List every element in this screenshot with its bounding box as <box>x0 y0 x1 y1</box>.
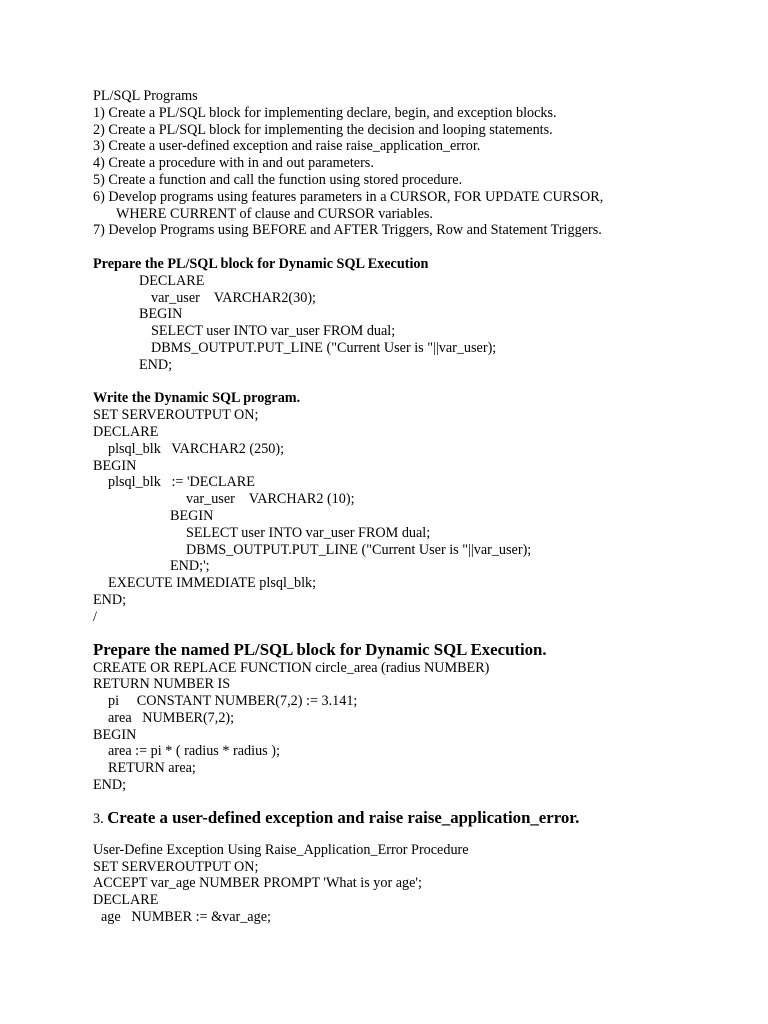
code-line: END; <box>93 777 127 794</box>
code-line: CREATE OR REPLACE FUNCTION circle_area (radius NUMBER) <box>93 659 490 676</box>
section2-heading: Write the Dynamic SQL program. <box>93 390 301 407</box>
code-line: SELECT user INTO var_user FROM dual; <box>186 524 431 541</box>
section4-heading-text: Create a user-defined exception and raise raise_application_error. <box>107 807 580 827</box>
code-line: BEGIN <box>139 306 183 323</box>
intro-item: 7) Develop Programs using BEFORE and AFTER Triggers, Row and Statement Triggers. <box>93 222 602 239</box>
code-line: END;'; <box>170 558 210 575</box>
code-line: BEGIN <box>170 507 214 524</box>
code-line: age NUMBER := &var_age; <box>101 909 271 926</box>
code-line: DBMS_OUTPUT.PUT_LINE ("Current User is "||var_user); <box>151 339 497 356</box>
code-line: BEGIN <box>93 457 137 474</box>
code-line: BEGIN <box>93 726 137 743</box>
code-line: / <box>93 608 97 625</box>
section4-subtitle: User-Define Exception Using Raise_Application_Error Procedure <box>93 841 469 858</box>
code-line: area NUMBER(7,2); <box>108 709 235 726</box>
section4-heading <box>93 808 733 828</box>
document-page <box>93 88 733 926</box>
code-line: DECLARE <box>93 423 159 440</box>
code-line: var_user VARCHAR2(30); <box>151 289 316 306</box>
section1-heading: Prepare the PL/SQL block for Dynamic SQL Execution <box>93 255 429 272</box>
code-line: area := pi * ( radius * radius ); <box>108 743 280 760</box>
code-line: SET SERVEROUTPUT ON; <box>93 858 259 875</box>
intro-item: 5) Create a function and call the function using stored procedure. <box>93 171 463 188</box>
code-line: plsql_blk := 'DECLARE <box>108 474 255 491</box>
intro-title: PL/SQL Programs <box>93 88 198 104</box>
section4-number: 3. <box>93 810 108 827</box>
code-line: END; <box>93 591 127 608</box>
intro-item: 6) Develop programs using features parameters in a CURSOR, FOR UPDATE CURSOR, <box>93 188 604 205</box>
code-line: DECLARE <box>93 892 159 909</box>
code-line: ACCEPT var_age NUMBER PROMPT 'What is yor age'; <box>93 875 422 892</box>
intro-item: 3) Create a user-defined exception and raise raise_application_error. <box>93 138 481 155</box>
code-line: END; <box>139 356 173 373</box>
code-line: SET SERVEROUTPUT ON; <box>93 407 259 424</box>
code-line: var_user VARCHAR2 (10); <box>186 491 355 508</box>
code-line: EXECUTE IMMEDIATE plsql_blk; <box>108 575 317 592</box>
intro-item-continued: WHERE CURRENT of clause and CURSOR variables. <box>116 205 433 222</box>
code-line: pi CONSTANT NUMBER(7,2) := 3.141; <box>108 693 358 710</box>
intro-item: 1) Create a PL/SQL block for implementing declare, begin, and exception blocks. <box>93 104 557 121</box>
code-line: RETURN area; <box>108 760 196 777</box>
code-line: DECLARE <box>139 272 205 289</box>
code-line: DBMS_OUTPUT.PUT_LINE ("Current User is "||var_user); <box>186 541 532 558</box>
intro-item: 4) Create a procedure with in and out parameters. <box>93 155 374 172</box>
code-line: plsql_blk VARCHAR2 (250); <box>108 440 285 457</box>
code-line: SELECT user INTO var_user FROM dual; <box>151 323 396 340</box>
code-line: RETURN NUMBER IS <box>93 676 231 693</box>
intro-item: 2) Create a PL/SQL block for implementing the decision and looping statements. <box>93 121 553 138</box>
section3-heading: Prepare the named PL/SQL block for Dynamic SQL Execution. <box>93 639 547 659</box>
